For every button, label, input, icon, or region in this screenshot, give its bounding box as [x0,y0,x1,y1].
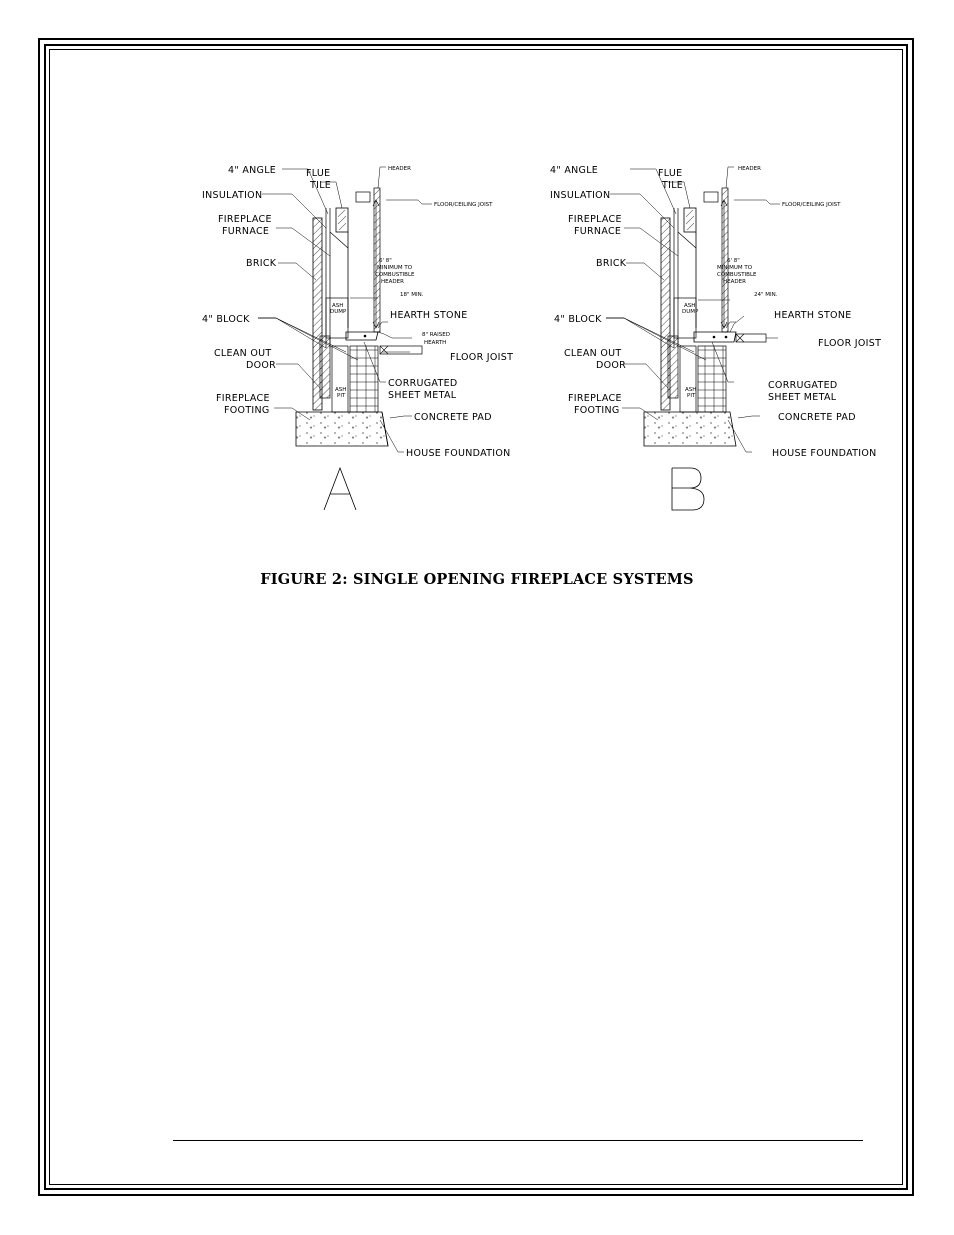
label-clean-1: CLEAN OUT [214,348,272,359]
label-insulation: INSULATION [202,190,263,201]
label-hearth: HEARTH STONE [390,310,468,321]
label-footing-1: FIREPLACE [568,393,622,404]
label-house-foundation: HOUSE FOUNDATION [406,448,511,459]
label-angle: 4" ANGLE [550,165,599,176]
label-ash-dump-2: DUMP [330,309,347,315]
label-ash-pit-1: ASH [335,387,347,393]
figure-caption: FIGURE 2: SINGLE OPENING FIREPLACE SYSTEMS [260,571,694,588]
label-flue-1: FLUE [658,168,683,179]
ceiling-joist [356,192,370,202]
label-ash-pit-1: ASH [685,387,697,393]
label-min-3: COMBUSTIBLE [717,272,757,278]
label-fireplace-1: FIREPLACE [218,214,272,225]
label-ash-dump-1: ASH [332,303,344,309]
label-raised-2: HEARTH [424,340,447,346]
label-floor-joist: FLOOR JOIST [450,352,514,363]
label-footing-2: FOOTING [574,405,620,416]
fireplace-footing [644,412,736,446]
label-insulation: INSULATION [550,190,611,201]
fireplace-footing [296,412,388,446]
label-corrugated-2: SHEET METAL [388,390,457,401]
panel-letter-a-shape [324,468,356,510]
label-concrete-pad: CONCRETE PAD [778,412,856,423]
label-raised-1: 8" RAISED [422,332,450,338]
label-block: 4" BLOCK [554,314,602,325]
label-min-1: 6' 8" [379,258,392,264]
floor-joist [736,334,766,342]
label-clearance: 24" MIN. [754,292,778,298]
label-hearth: HEARTH STONE [774,310,852,321]
label-corrugated-2: SHEET METAL [768,392,837,403]
label-header: HEADER [738,166,761,172]
label-fireplace-2: FURNACE [574,226,622,237]
panel-b [606,167,780,510]
label-ceiling-joist: FLOOR/CEILING JOIST [434,202,493,208]
floor-joist [380,346,422,354]
panel-letter-b-shape [672,468,704,510]
ash-pit [680,346,696,412]
label-ash-pit-2: PIT [337,393,346,399]
fireplace-section-diagram [150,150,910,520]
hearth-stone [346,332,378,340]
label-footing-2: FOOTING [224,405,270,416]
label-flue-2: TILE [310,180,332,191]
label-flue-2: TILE [662,180,684,191]
label-ash-dump-1: ASH [684,303,696,309]
label-min-2: MINIMUM TO [717,265,753,271]
label-footing-1: FIREPLACE [216,393,270,404]
label-header: HEADER [388,166,411,172]
ash-pit [332,346,348,412]
label-ash-pit-2: PIT [687,393,696,399]
footer-rule [173,1140,863,1141]
label-brick: BRICK [596,258,627,269]
label-ceiling-joist: FLOOR/CEILING JOIST [782,202,841,208]
label-clearance: 18" MIN. [400,292,424,298]
label-min-2: MINIMUM TO [377,265,413,271]
label-floor-joist: FLOOR JOIST [818,338,882,349]
label-min-4: HEADER [381,279,404,285]
label-clean-2: DOOR [596,360,627,371]
label-fireplace-2: FURNACE [222,226,270,237]
label-min-1: 6' 8" [727,258,740,264]
label-block: 4" BLOCK [202,314,250,325]
label-clean-1: CLEAN OUT [564,348,622,359]
label-fireplace-1: FIREPLACE [568,214,622,225]
label-flue-1: FLUE [306,168,331,179]
label-corrugated-1: CORRUGATED [388,378,458,389]
label-concrete-pad: CONCRETE PAD [414,412,492,423]
label-angle: 4" ANGLE [228,165,277,176]
label-corrugated-1: CORRUGATED [768,380,838,391]
label-brick: BRICK [246,258,277,269]
label-min-4: HEADER [723,279,746,285]
label-house-foundation: HOUSE FOUNDATION [772,448,877,459]
label-clean-2: DOOR [246,360,277,371]
label-ash-dump-2: DUMP [682,309,699,315]
block-foundation [350,346,378,412]
label-min-3: COMBUSTIBLE [375,272,415,278]
